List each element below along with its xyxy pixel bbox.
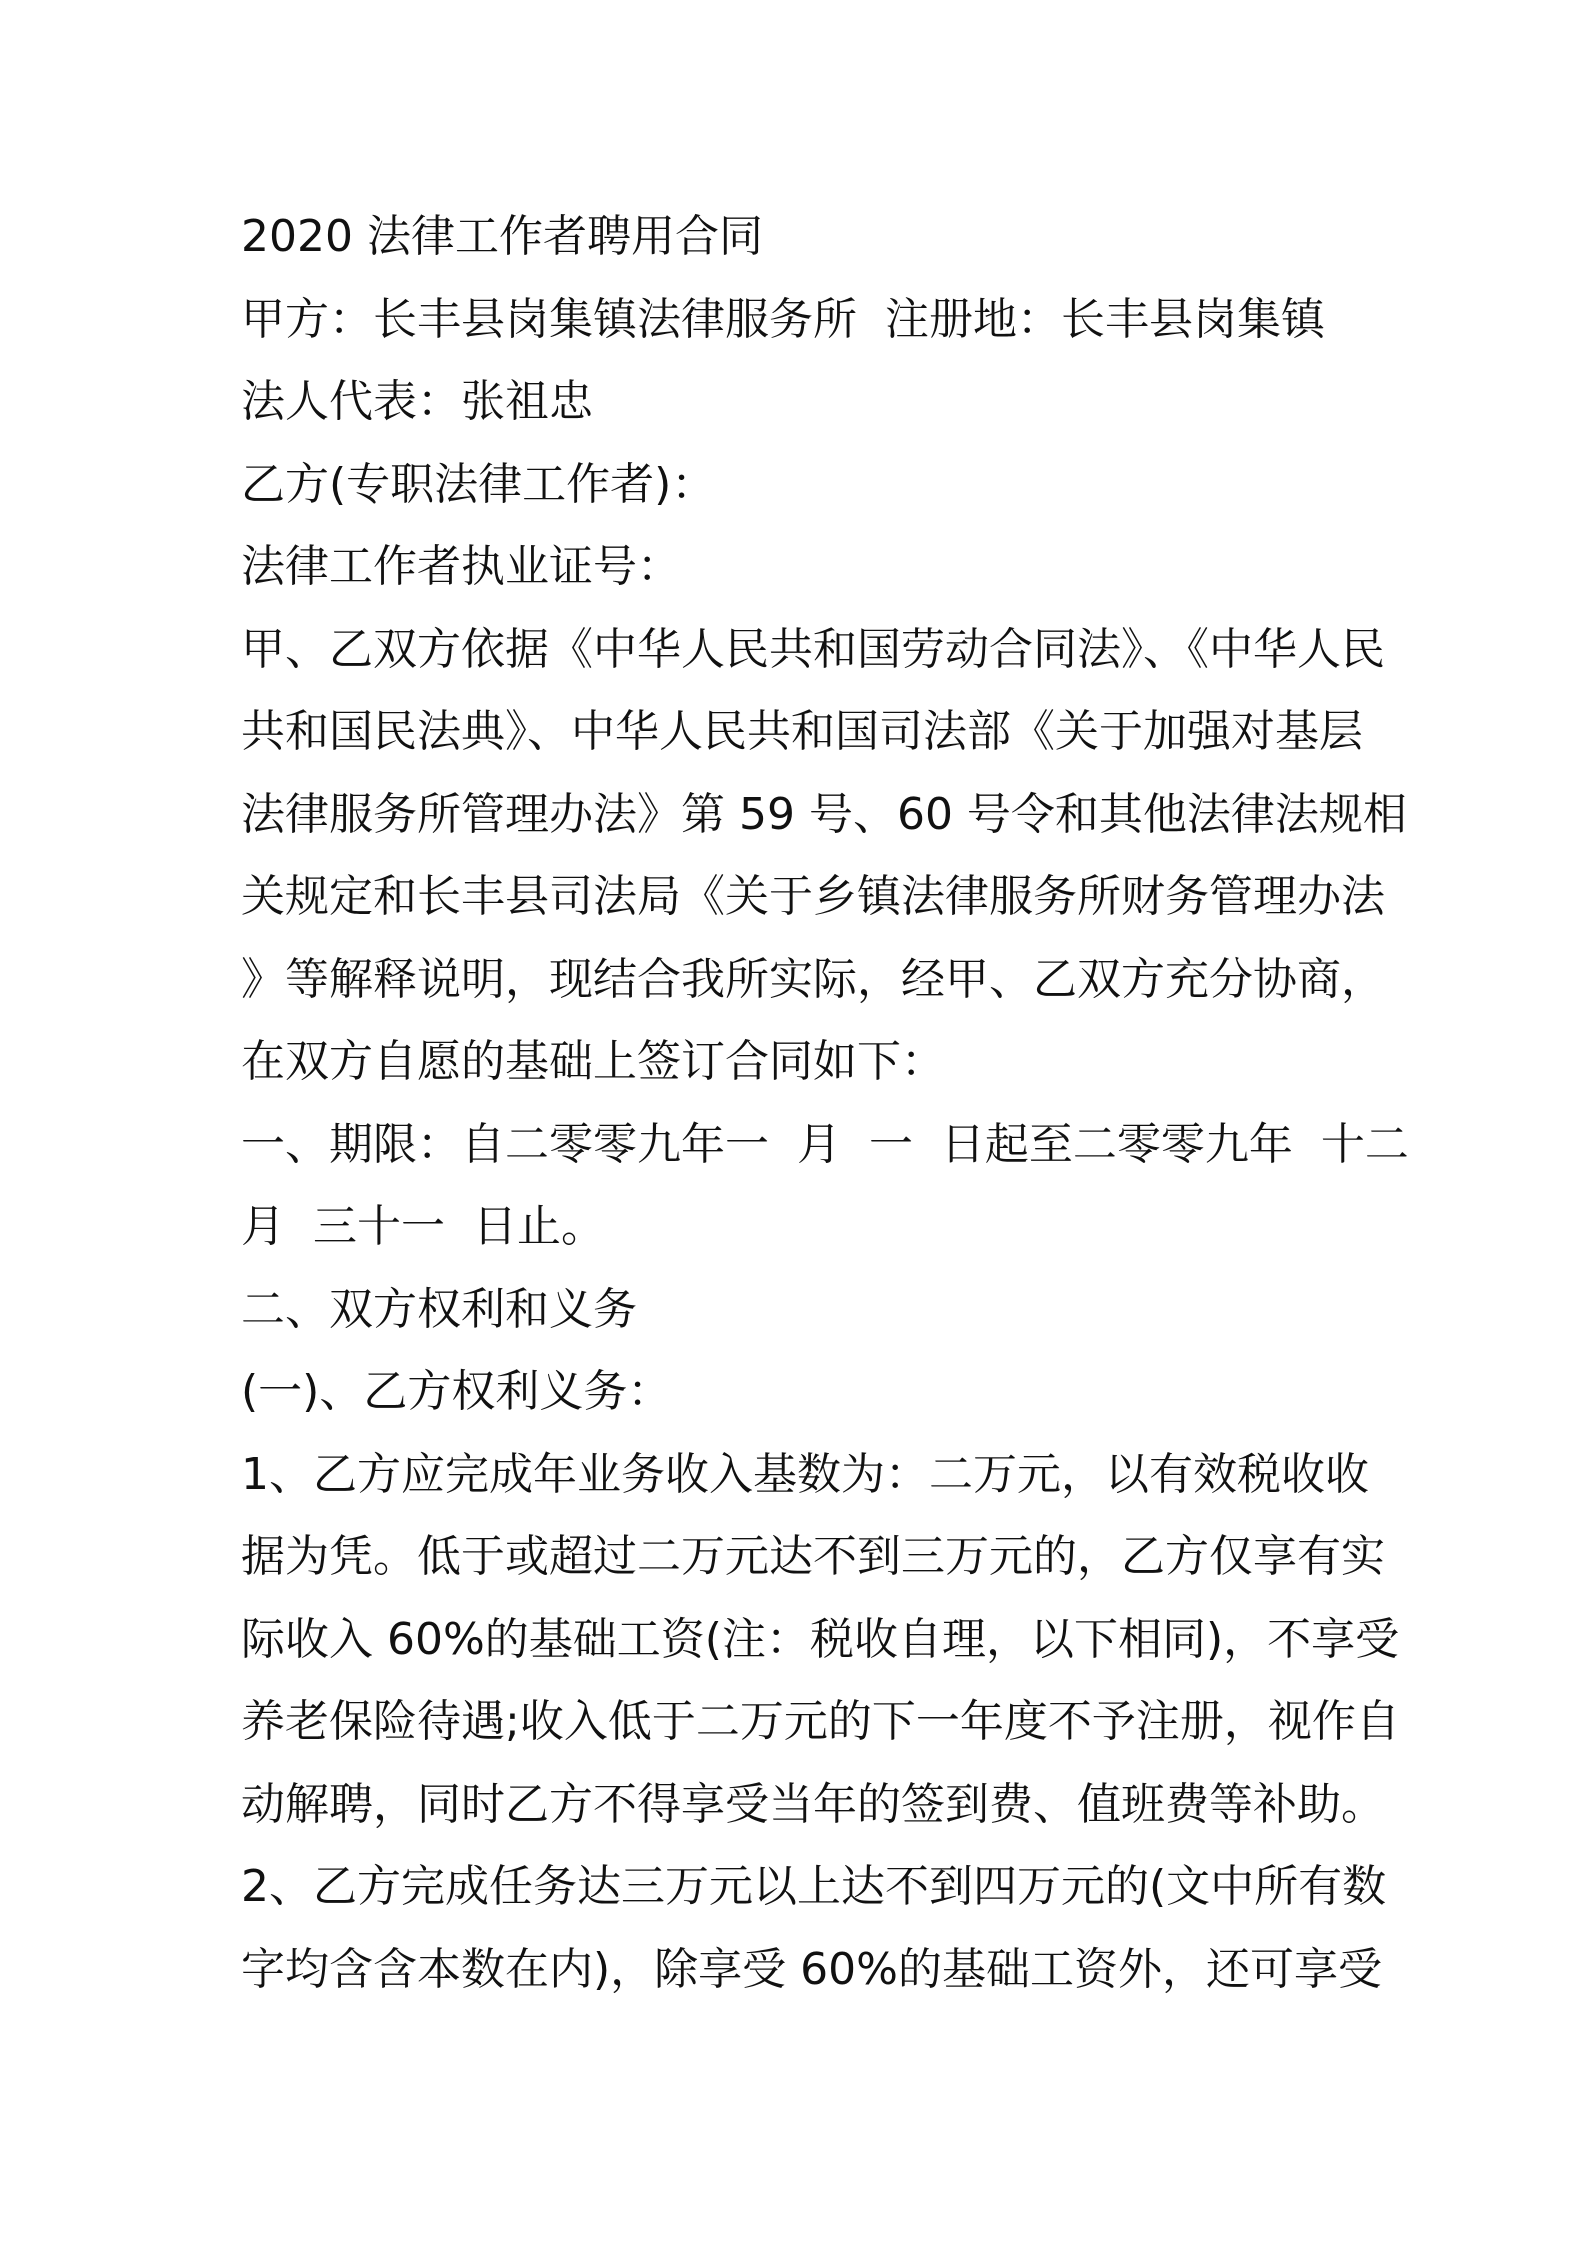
term-line: 月 三十一 日止。	[241, 1201, 605, 1252]
clause-1-line: 据为凭。低于或超过二万元达不到三万元的，乙方仅享有实	[241, 1531, 1385, 1582]
clause-1-line: 1、乙方应完成年业务收入基数为：二万元，以有效税收收	[241, 1448, 1369, 1500]
preamble-line: 》等解释说明，现结合我所实际，经甲、乙双方充分协商，	[241, 953, 1385, 1005]
party-b-line: 乙方(专职法律工作者)：	[241, 458, 716, 510]
preamble-line: 关规定和长丰县司法局《关于乡镇法律服务所财务管理办法	[241, 871, 1385, 922]
clause-1-line: 际收入 60%的基础工资(注：税收自理，以下相同)，不享受	[241, 1613, 1400, 1665]
clause-1-line: 养老保险待遇;收入低于二万元的下一年度不予注册，视作自	[241, 1696, 1400, 1747]
term-line: 一、期限：自二零零九年一 月 一 日起至二零零九年 十二	[241, 1118, 1409, 1170]
section-heading: 二、双方权利和义务	[241, 1283, 637, 1335]
preamble-line: 在双方自愿的基础上签订合同如下：	[241, 1036, 945, 1087]
preamble-line: 甲、乙双方依据《中华人民共和国劳动合同法》、《中华人民	[241, 623, 1385, 675]
clause-2-line: 2、乙方完成任务达三万元以上达不到四万元的(文中所有数	[241, 1861, 1387, 1912]
clause-2-line: 字均含含本数在内)，除享受 60%的基础工资外，还可享受	[241, 1943, 1382, 1995]
legal-representative-line: 法人代表：张祖忠	[241, 376, 593, 427]
preamble-line: 共和国民法典》、中华人民共和国司法部《关于加强对基层	[241, 706, 1363, 757]
document-body	[241, 196, 1409, 2011]
party-a-line: 甲方：长丰县岗集镇法律服务所 注册地：长丰县岗集镇	[241, 293, 1325, 345]
license-number-line: 法律工作者执业证号：	[241, 541, 681, 592]
subsection-heading: (一)、乙方权利义务：	[241, 1366, 672, 1417]
preamble-line: 法律服务所管理办法》第 59 号、60 号令和其他法律法规相	[241, 788, 1407, 840]
document-title: 2020 法律工作者聘用合同	[241, 211, 763, 262]
clause-1-line: 动解聘，同时乙方不得享受当年的签到费、值班费等补助。	[241, 1778, 1385, 1830]
